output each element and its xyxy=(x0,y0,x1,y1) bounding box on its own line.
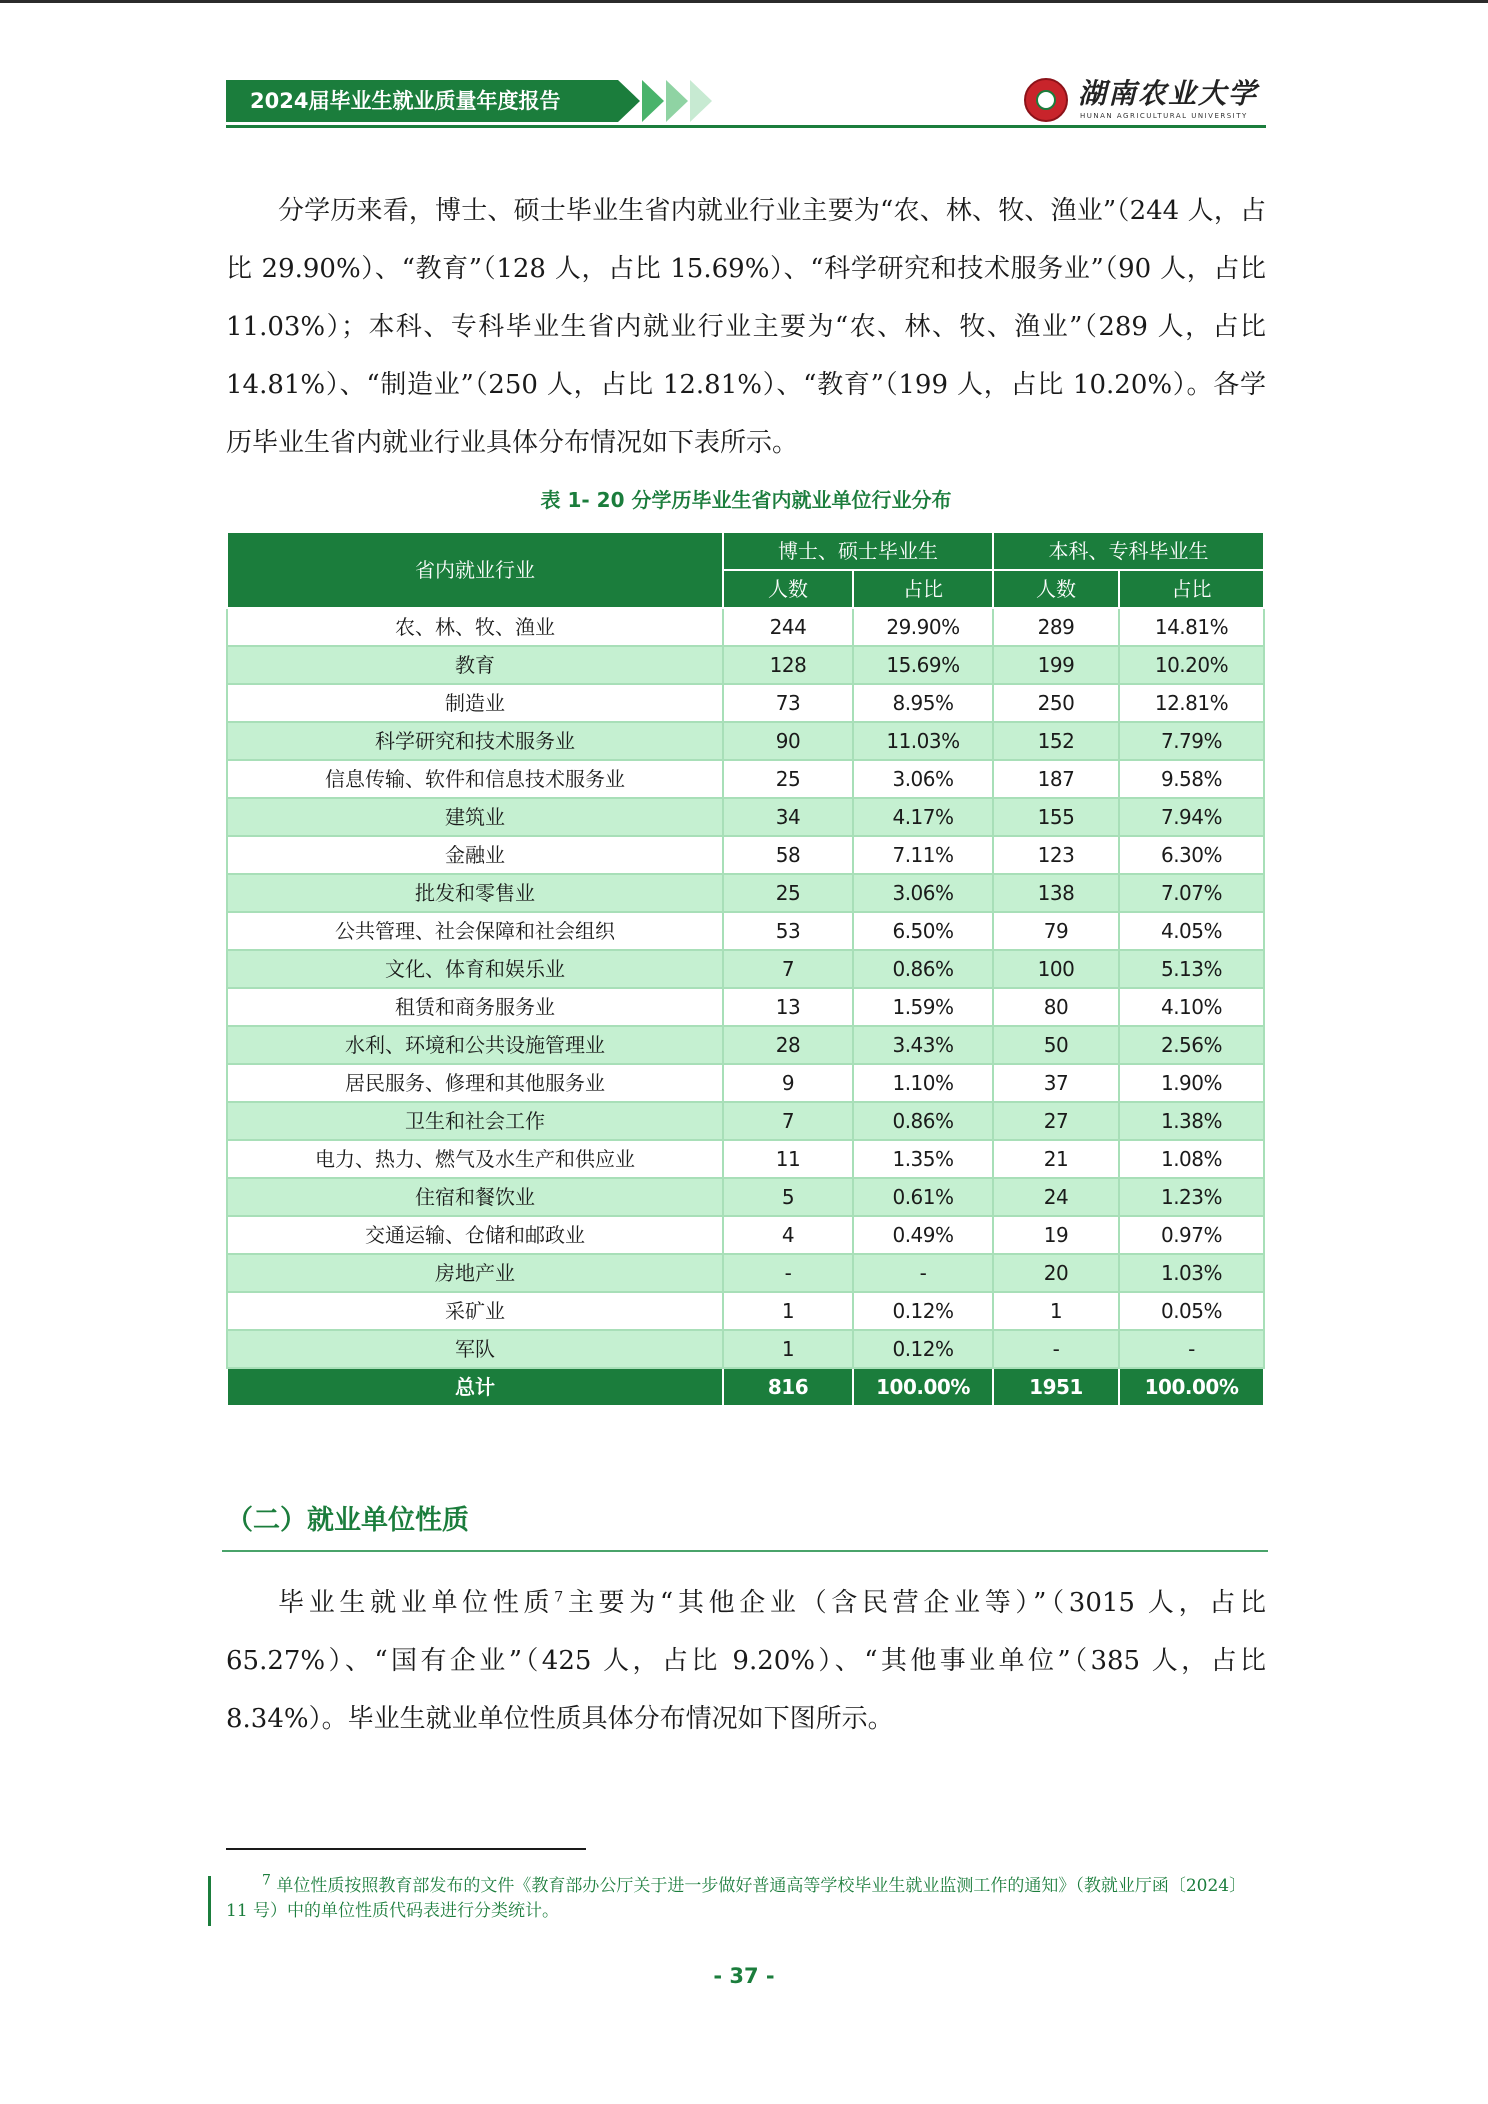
footnote-number: 7 xyxy=(262,1872,271,1889)
row-under-count: 187 xyxy=(993,760,1119,798)
row-grad-count: 244 xyxy=(723,608,853,646)
row-under-count: 1 xyxy=(993,1292,1119,1330)
row-under-count: 123 xyxy=(993,836,1119,874)
row-grad-ratio: 0.12% xyxy=(853,1330,993,1368)
total-label: 总计 xyxy=(227,1368,723,1406)
row-grad-ratio: 3.43% xyxy=(853,1026,993,1064)
row-grad-count: 34 xyxy=(723,798,853,836)
table-row xyxy=(227,760,1264,798)
row-grad-count: 1 xyxy=(723,1292,853,1330)
row-grad-count: 4 xyxy=(723,1216,853,1254)
table-row xyxy=(227,1292,1264,1330)
table-total-row xyxy=(227,1368,1264,1406)
row-grad-ratio: 3.06% xyxy=(853,874,993,912)
row-under-count: 199 xyxy=(993,646,1119,684)
section-rule xyxy=(222,1550,1268,1552)
col-header-industry: 省内就业行业 xyxy=(227,532,723,608)
row-grad-ratio: 7.11% xyxy=(853,836,993,874)
table-row xyxy=(227,988,1264,1026)
row-under-ratio: 9.58% xyxy=(1119,760,1264,798)
total-under-count: 1951 xyxy=(993,1368,1119,1406)
row-under-ratio: 6.30% xyxy=(1119,836,1264,874)
row-grad-ratio: 1.35% xyxy=(853,1140,993,1178)
table-row xyxy=(227,722,1264,760)
row-grad-count: - xyxy=(723,1254,853,1292)
paragraph-text: 主要为“其他企业（含民营企业等）”（3015 人，占比 65.27%）、“国有企业”（425 人，占比 9.20%）、“其他事业单位”（385 人，占比 8.34%）。毕业生就业单位性质具体分布情况如下图所示。 xyxy=(226,1588,1266,1734)
row-industry: 采矿业 xyxy=(227,1292,723,1330)
university-seal-icon xyxy=(1024,78,1068,122)
table-row xyxy=(227,1140,1264,1178)
row-under-count: 21 xyxy=(993,1140,1119,1178)
logo-english-name: HUNAN AGRICULTURAL UNIVERSITY xyxy=(1080,112,1248,120)
row-grad-ratio: 0.12% xyxy=(853,1292,993,1330)
industry-distribution-table xyxy=(226,531,1265,1407)
row-grad-ratio: 0.86% xyxy=(853,950,993,988)
row-under-ratio: 1.23% xyxy=(1119,1178,1264,1216)
col-group-undergraduate: 本科、专科毕业生 xyxy=(993,532,1264,570)
intro-paragraph: 分学历来看，博士、硕士毕业生省内就业行业主要为“农、林、牧、渔业”（244 人，占比 29.90%）、“教育”（128 人，占比 15.69%）、“科学研究和技术服务业”（90 人，占比 11.03%）；本科、专科毕业生省内就业行业主要为“农、林、牧、渔业”（289 人，占比 14.81%）、“制造业”（250 人，占比 12.81%）、“教育”（199 人，占比 10.20%）。各学历毕业生省内就业行业具体分布情况如下表所示。 xyxy=(226,196,1266,458)
table-row xyxy=(227,912,1264,950)
row-grad-count: 5 xyxy=(723,1178,853,1216)
row-industry: 信息传输、软件和信息技术服务业 xyxy=(227,760,723,798)
row-grad-count: 28 xyxy=(723,1026,853,1064)
row-industry: 制造业 xyxy=(227,684,723,722)
table-row xyxy=(227,1254,1264,1292)
row-under-count: 79 xyxy=(993,912,1119,950)
chevron-decor-icon xyxy=(666,80,688,122)
table-row xyxy=(227,646,1264,684)
row-under-ratio: 12.81% xyxy=(1119,684,1264,722)
row-grad-count: 73 xyxy=(723,684,853,722)
row-grad-count: 90 xyxy=(723,722,853,760)
table-row xyxy=(227,874,1264,912)
col-header-under-ratio: 占比 xyxy=(1119,570,1264,608)
page-header xyxy=(226,78,1266,130)
row-under-count: 19 xyxy=(993,1216,1119,1254)
row-grad-count: 13 xyxy=(723,988,853,1026)
row-under-ratio: 14.81% xyxy=(1119,608,1264,646)
university-logo xyxy=(1024,78,1266,124)
chevron-decor-icon xyxy=(690,80,712,122)
row-grad-count: 11 xyxy=(723,1140,853,1178)
row-under-count: 24 xyxy=(993,1178,1119,1216)
row-under-count: - xyxy=(993,1330,1119,1368)
col-group-graduate: 博士、硕士毕业生 xyxy=(723,532,993,570)
row-under-count: 80 xyxy=(993,988,1119,1026)
row-industry: 居民服务、修理和其他服务业 xyxy=(227,1064,723,1102)
top-border xyxy=(0,0,1488,3)
row-under-ratio: 5.13% xyxy=(1119,950,1264,988)
total-grad-ratio: 100.00% xyxy=(853,1368,993,1406)
row-under-count: 250 xyxy=(993,684,1119,722)
table-row xyxy=(227,1102,1264,1140)
row-grad-ratio: 11.03% xyxy=(853,722,993,760)
row-under-ratio: 4.10% xyxy=(1119,988,1264,1026)
table-row xyxy=(227,950,1264,988)
row-grad-count: 7 xyxy=(723,1102,853,1140)
row-under-count: 138 xyxy=(993,874,1119,912)
row-under-ratio: 7.07% xyxy=(1119,874,1264,912)
table-row xyxy=(227,1026,1264,1064)
footnote-bar xyxy=(208,1876,211,1926)
row-under-ratio: 1.90% xyxy=(1119,1064,1264,1102)
col-header-grad-ratio: 占比 xyxy=(853,570,993,608)
table-row xyxy=(227,798,1264,836)
row-under-ratio: - xyxy=(1119,1330,1264,1368)
section-heading: （二）就业单位性质 xyxy=(226,1505,469,1536)
table-caption: 表 1- 20 分学历毕业生省内就业单位行业分布 xyxy=(540,488,952,512)
row-industry: 教育 xyxy=(227,646,723,684)
table-row xyxy=(227,1064,1264,1102)
row-grad-count: 58 xyxy=(723,836,853,874)
row-industry: 交通运输、仓储和邮政业 xyxy=(227,1216,723,1254)
table-row xyxy=(227,684,1264,722)
page-number: - 37 - xyxy=(713,1964,775,1988)
row-under-ratio: 2.56% xyxy=(1119,1026,1264,1064)
row-grad-ratio: 0.49% xyxy=(853,1216,993,1254)
total-grad-count: 816 xyxy=(723,1368,853,1406)
table-row xyxy=(227,1216,1264,1254)
row-grad-count: 9 xyxy=(723,1064,853,1102)
row-industry: 建筑业 xyxy=(227,798,723,836)
row-under-count: 289 xyxy=(993,608,1119,646)
report-title: 2024届毕业生就业质量年度报告 xyxy=(226,80,618,122)
row-grad-count: 25 xyxy=(723,760,853,798)
row-grad-ratio: 1.59% xyxy=(853,988,993,1026)
row-under-count: 27 xyxy=(993,1102,1119,1140)
row-industry: 电力、热力、燃气及水生产和供应业 xyxy=(227,1140,723,1178)
row-grad-ratio: 29.90% xyxy=(853,608,993,646)
row-industry: 水利、环境和公共设施管理业 xyxy=(227,1026,723,1064)
footnote-ref[interactable]: 7 xyxy=(554,1589,564,1606)
row-grad-count: 128 xyxy=(723,646,853,684)
row-grad-count: 25 xyxy=(723,874,853,912)
row-grad-ratio: 3.06% xyxy=(853,760,993,798)
row-industry: 科学研究和技术服务业 xyxy=(227,722,723,760)
row-grad-count: 7 xyxy=(723,950,853,988)
row-under-count: 37 xyxy=(993,1064,1119,1102)
row-grad-ratio: 0.86% xyxy=(853,1102,993,1140)
row-grad-count: 53 xyxy=(723,912,853,950)
row-industry: 卫生和社会工作 xyxy=(227,1102,723,1140)
row-under-count: 20 xyxy=(993,1254,1119,1292)
row-grad-count: 1 xyxy=(723,1330,853,1368)
col-header-under-count: 人数 xyxy=(993,570,1119,608)
row-under-count: 152 xyxy=(993,722,1119,760)
row-industry: 金融业 xyxy=(227,836,723,874)
chevron-decor-icon xyxy=(618,80,640,122)
row-under-count: 100 xyxy=(993,950,1119,988)
row-industry: 租赁和商务服务业 xyxy=(227,988,723,1026)
table-row xyxy=(227,1330,1264,1368)
row-grad-ratio: - xyxy=(853,1254,993,1292)
row-under-ratio: 0.05% xyxy=(1119,1292,1264,1330)
row-under-ratio: 4.05% xyxy=(1119,912,1264,950)
row-grad-ratio: 4.17% xyxy=(853,798,993,836)
row-grad-ratio: 15.69% xyxy=(853,646,993,684)
row-industry: 文化、体育和娱乐业 xyxy=(227,950,723,988)
row-under-ratio: 7.94% xyxy=(1119,798,1264,836)
row-under-ratio: 1.38% xyxy=(1119,1102,1264,1140)
row-industry: 房地产业 xyxy=(227,1254,723,1292)
row-under-ratio: 1.08% xyxy=(1119,1140,1264,1178)
row-grad-ratio: 0.61% xyxy=(853,1178,993,1216)
row-under-count: 155 xyxy=(993,798,1119,836)
total-under-ratio: 100.00% xyxy=(1119,1368,1264,1406)
row-under-ratio: 1.03% xyxy=(1119,1254,1264,1292)
chevron-decor-icon xyxy=(642,80,664,122)
table-row xyxy=(227,1178,1264,1216)
row-grad-ratio: 1.10% xyxy=(853,1064,993,1102)
header-rule xyxy=(226,125,1266,128)
row-under-ratio: 7.79% xyxy=(1119,722,1264,760)
row-grad-ratio: 8.95% xyxy=(853,684,993,722)
row-industry: 公共管理、社会保障和社会组织 xyxy=(227,912,723,950)
footnote xyxy=(226,1874,1266,1924)
logo-chinese-name: 湖南农业大学 xyxy=(1078,77,1259,110)
row-under-ratio: 0.97% xyxy=(1119,1216,1264,1254)
row-under-ratio: 10.20% xyxy=(1119,646,1264,684)
footnote-separator xyxy=(226,1848,586,1850)
footnote-text: 单位性质按照教育部发布的文件《教育部办公厅关于进一步做好普通高等学校毕业生就业监测工作的通知》（教就业厅函〔2024〕11 号）中的单位性质代码表进行分类统计。 xyxy=(226,1876,1247,1921)
table-row xyxy=(227,608,1264,646)
row-industry: 军队 xyxy=(227,1330,723,1368)
row-under-count: 50 xyxy=(993,1026,1119,1064)
row-industry: 住宿和餐饮业 xyxy=(227,1178,723,1216)
row-grad-ratio: 6.50% xyxy=(853,912,993,950)
paragraph-text: 毕业生就业单位性质 xyxy=(278,1588,555,1618)
table-row xyxy=(227,836,1264,874)
col-header-grad-count: 人数 xyxy=(723,570,853,608)
row-industry: 农、林、牧、渔业 xyxy=(227,608,723,646)
unit-nature-paragraph xyxy=(226,1574,1266,1748)
row-industry: 批发和零售业 xyxy=(227,874,723,912)
